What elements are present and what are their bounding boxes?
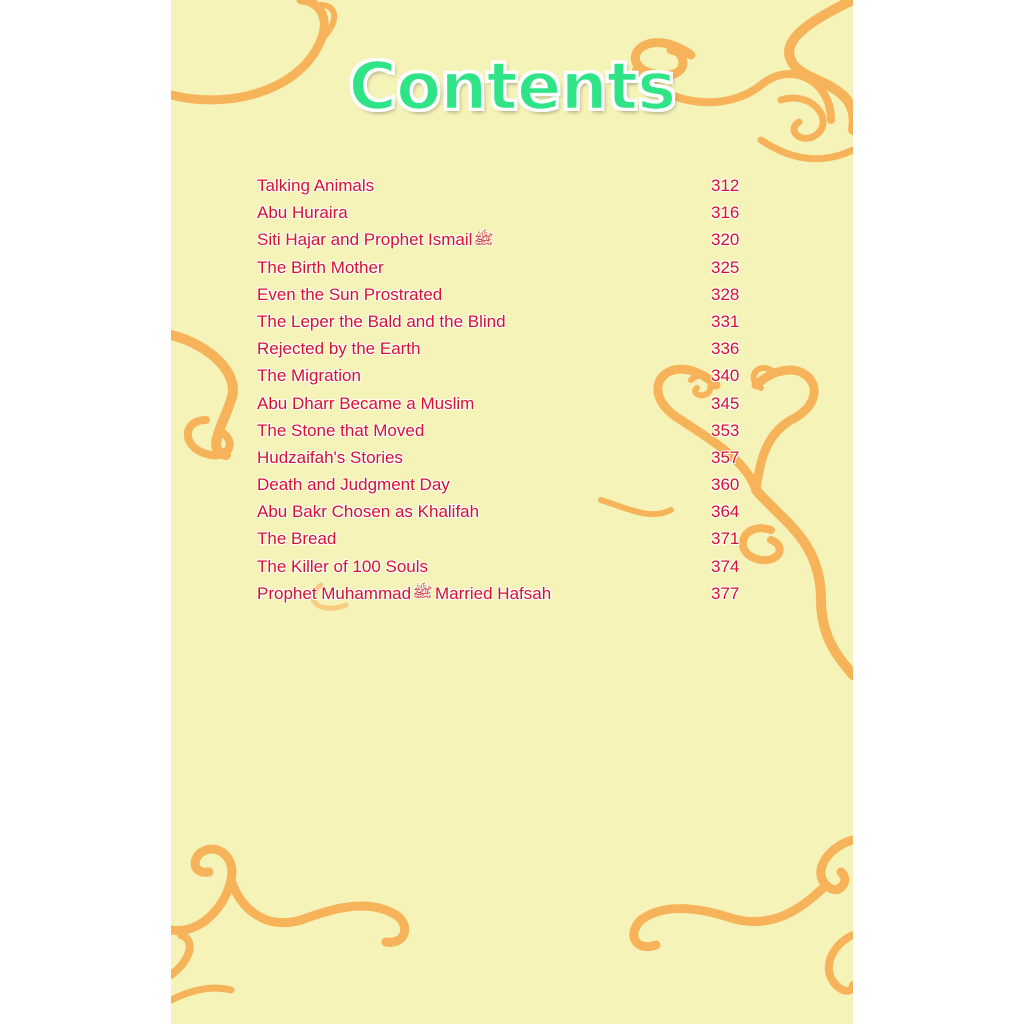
toc-entry[interactable] [257, 417, 757, 444]
toc-entry-title-text: The Migration [257, 366, 361, 386]
toc-entry-title-text: Talking Animals [257, 176, 375, 195]
toc-entry-title-suffix: Married Hafsah [434, 583, 552, 603]
toc-entry-page-number: 374 [711, 556, 740, 576]
toc-entry-title [257, 421, 424, 441]
honorific-calligraphy-icon: ﷺ [473, 231, 495, 248]
page-title: Contents [348, 48, 676, 125]
toc-entry[interactable] [257, 444, 757, 471]
toc-entry-title-text: Hudzaifah's Stories [257, 447, 403, 467]
honorific-calligraphy-icon: ﷺ [412, 585, 433, 602]
toc-entry-page-number: 316 [711, 203, 740, 223]
toc-entry-page-number: 377 [711, 583, 740, 603]
toc-entry[interactable] [257, 390, 757, 417]
toc-entry[interactable] [257, 498, 757, 525]
toc-entry-page-number: 360 [711, 475, 740, 495]
toc-entry[interactable] [257, 362, 757, 389]
toc-entry[interactable] [257, 580, 757, 607]
table-of-contents [257, 172, 757, 607]
toc-entry-page-number: 325 [711, 257, 740, 277]
toc-entry-title [257, 203, 348, 223]
toc-entry-page-number: 320 [711, 230, 740, 250]
toc-entry[interactable] [257, 226, 757, 253]
toc-entry[interactable] [257, 199, 757, 226]
toc-entry-title [257, 448, 403, 468]
toc-entry-title-text: The Killer of 100 Souls [257, 556, 429, 576]
toc-entry-title [257, 394, 474, 414]
toc-entry-title [257, 285, 442, 305]
toc-entry-title-text: Death and Judgment Day [257, 475, 450, 495]
toc-entry-title-text: Abu Bakr Chosen as Khalifah [257, 502, 480, 522]
toc-entry-title [257, 230, 495, 251]
toc-entry-title [257, 502, 479, 522]
toc-entry-title-text: Even the Sun Prostrated [257, 284, 443, 304]
toc-entry-page-number: 353 [711, 420, 740, 440]
toc-entry[interactable] [257, 471, 757, 498]
toc-entry-title [257, 258, 384, 278]
toc-entry-title [257, 557, 428, 577]
toc-entry-title [257, 475, 450, 495]
toc-entry-title-text: The Bread [257, 529, 337, 549]
toc-entry-page-number: 357 [711, 447, 740, 467]
toc-entry-title-text: The Birth Mother [257, 257, 384, 277]
toc-entry-title-text: Prophet Muhammad [257, 583, 412, 603]
toc-entry[interactable] [257, 525, 757, 552]
toc-entry[interactable] [257, 172, 757, 199]
toc-entry-page-number: 345 [711, 393, 740, 413]
toc-entry-title-text: The Leper the Bald and the Blind [257, 311, 506, 331]
toc-entry[interactable] [257, 254, 757, 281]
toc-entry[interactable] [257, 335, 757, 362]
toc-entry[interactable] [257, 281, 757, 308]
toc-entry-title-text: Siti Hajar and Prophet Ismail [257, 230, 473, 250]
toc-entry-title [257, 584, 551, 605]
toc-entry[interactable] [257, 308, 757, 335]
toc-entry-title [257, 176, 374, 196]
toc-entry-title [257, 366, 361, 386]
toc-entry-title [257, 339, 420, 359]
book-page [171, 0, 853, 1024]
toc-entry-title-text: Abu Dharr Became a Muslim [257, 393, 475, 413]
toc-entry-page-number: 328 [711, 284, 740, 304]
toc-entry-title-text: Abu Huraira [257, 203, 348, 223]
toc-entry-title [257, 312, 506, 332]
toc-entry-page-number: 331 [711, 311, 740, 331]
toc-entry-page-number: 364 [711, 502, 740, 522]
toc-entry-title [257, 529, 336, 549]
toc-entry[interactable] [257, 553, 757, 580]
toc-entry-page-number: 336 [711, 339, 740, 359]
toc-entry-title-text: Rejected by the Earth [257, 339, 421, 359]
toc-entry-title-text: The Stone that Moved [257, 420, 425, 440]
toc-entry-page-number: 340 [711, 366, 740, 386]
toc-entry-page-number: 312 [711, 176, 740, 195]
swirl-bottom-left [171, 849, 232, 931]
toc-entry-page-number: 371 [711, 529, 740, 549]
